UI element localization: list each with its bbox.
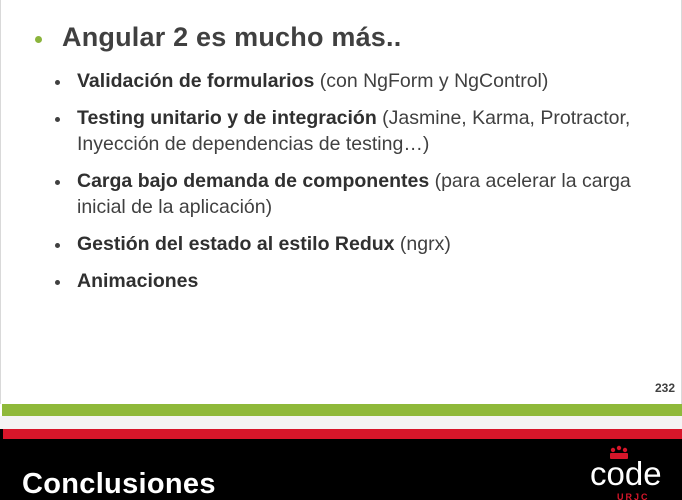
- item-bold-text: Validación de formularios: [77, 70, 315, 92]
- next-slide-red-stripe: [3, 429, 682, 439]
- list-item: [53, 268, 653, 294]
- slide-heading-text: Angular 2 es mucho más..: [62, 22, 402, 52]
- logo-text: code: [590, 455, 662, 492]
- logo-subtext: URJC: [617, 492, 650, 500]
- bullet-dot-icon: [55, 80, 60, 85]
- list-item: [53, 68, 653, 94]
- page-number: 232: [654, 381, 675, 395]
- item-bold-text: Carga bajo demanda de componentes: [77, 170, 430, 192]
- bullet-dot-icon: [55, 180, 60, 185]
- slide-separator: [0, 416, 682, 429]
- item-plain-text: (para acelerar la carga inicial de la aplicación): [77, 170, 631, 218]
- slide-footer-bar: [2, 404, 682, 416]
- list-item: [53, 231, 653, 257]
- bullet-dot-icon: [55, 117, 60, 122]
- bullet-dot-icon: [55, 280, 60, 285]
- item-plain-text: (con NgForm y NgControl): [314, 70, 549, 92]
- item-plain-text: (Jasmine, Karma, Protractor, Inyección de dependencias de testing…): [77, 107, 631, 155]
- bullet-list: [53, 68, 653, 305]
- green-bullet-icon: [35, 36, 42, 43]
- code-urjc-logo-icon: [588, 443, 672, 500]
- item-bold-text: Animaciones: [77, 270, 199, 292]
- item-bold-text: Testing unitario y de integración: [77, 107, 377, 129]
- next-slide: [0, 429, 682, 500]
- next-slide-title: Conclusiones: [22, 468, 216, 500]
- slide-heading: [35, 22, 401, 53]
- list-item: [53, 168, 653, 220]
- item-bold-text: Gestión del estado al estilo Redux: [77, 233, 395, 255]
- bullet-dot-icon: [55, 243, 60, 248]
- item-plain-text: (ngrx): [394, 233, 451, 255]
- list-item: [53, 105, 653, 157]
